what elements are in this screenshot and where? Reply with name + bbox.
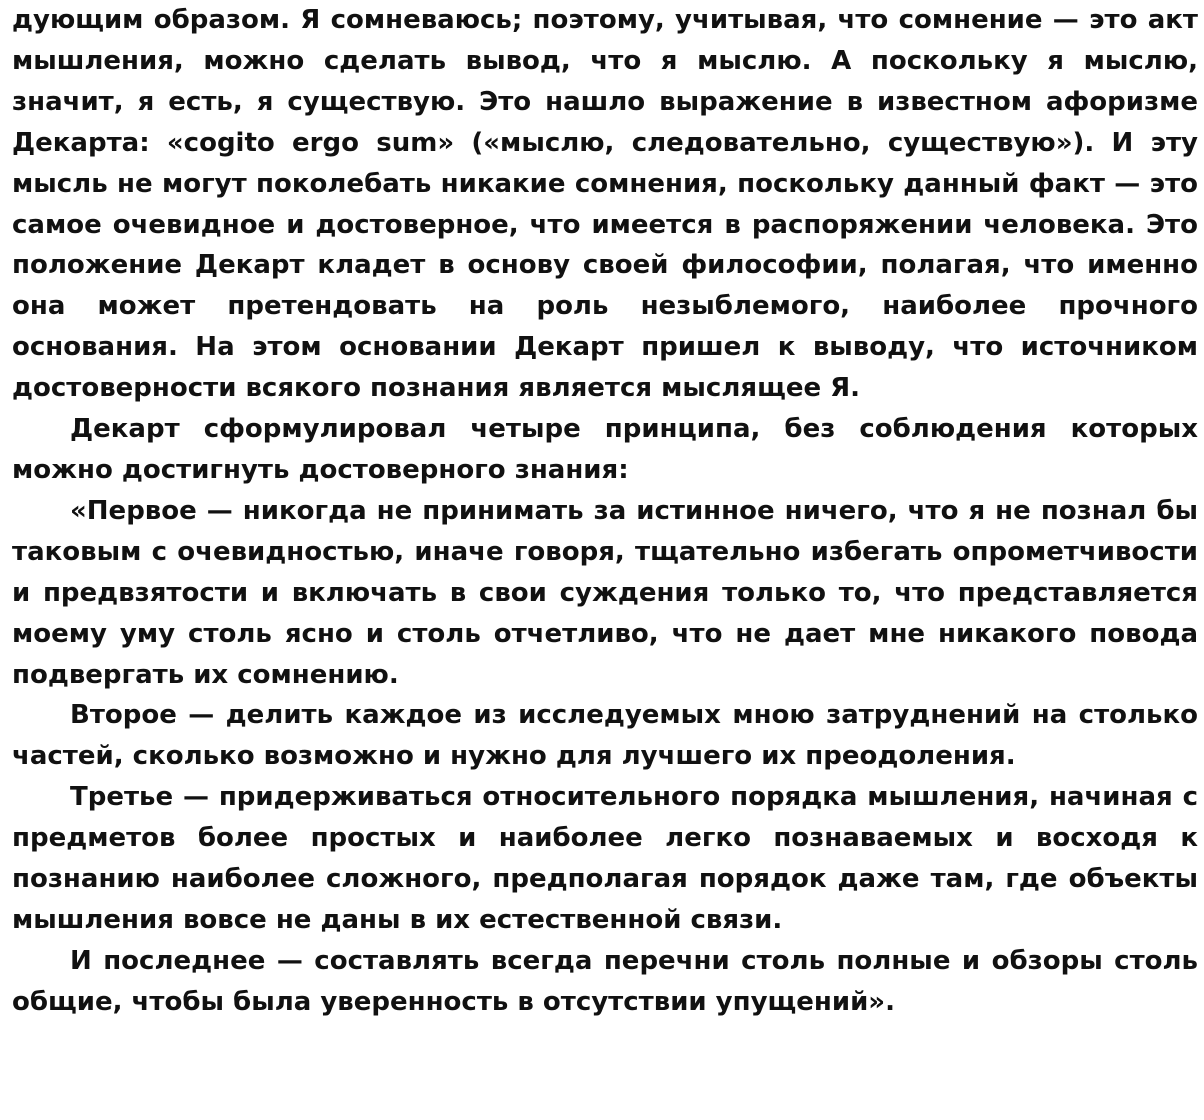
paragraph-cogito: дующим образом. Я сомневаюсь; поэтому, учитывая, что сомнение — это акт мышления, можно сделать вывод, что я мыслю. А поскольку я мыслю, значит, я есть, я существую. Это нашло выражение в известном афоризме Декарта: «cogito ergo sum» («мыслю, следовательно, существую»). И эту мысль не могут поколебать никакие сомнения, поскольку данный факт — это самое очевидное и достоверное, что имеется в распоряжении человека. Это положение Декарт кладет в основу своей философии, полагая, что именно она может претендовать на роль незыблемого, наиболее прочного основания. На этом основании Декарт пришел к выводу, что источником достоверности всякого познания является мыслящее Я. (12, 5, 1198, 404)
paragraph-third-principle: Третье — придерживаться относительного порядка мышления, начиная с предметов более простых и наиболее легко познаваемых и восходя к познанию наиболее сложного, предполагая порядок даже там, где объекты мышления вовсе не даны в их естественной связи. (12, 782, 1198, 935)
paragraph-first-principle: «Первое — никогда не принимать за истинное ничего, что я не познал бы таковым с очевидностью, иначе говоря, тщательно избегать опрометчивости и предвзятости и включать в свои суждения только то, что представляется моему уму столь ясно и столь отчетливо, что не дает мне никакого повода подвергать их сомнению. (12, 495, 1198, 690)
paragraph-second-principle: Второе — делить каждое из исследуемых мною затруднений на столько частей, сколько возможно и нужно для лучшего их преодоления. (12, 700, 1198, 772)
paragraph-four-principles-intro: Декарт сформулировал четыре принципа, без соблюдения которых можно достигнуть достоверного знания: (12, 414, 1198, 485)
paragraph-last-principle: И последнее — составлять всегда перечни столь полные и обзоры столь общие, чтобы была уверенность в отсутствии упущений». (12, 945, 1198, 1017)
